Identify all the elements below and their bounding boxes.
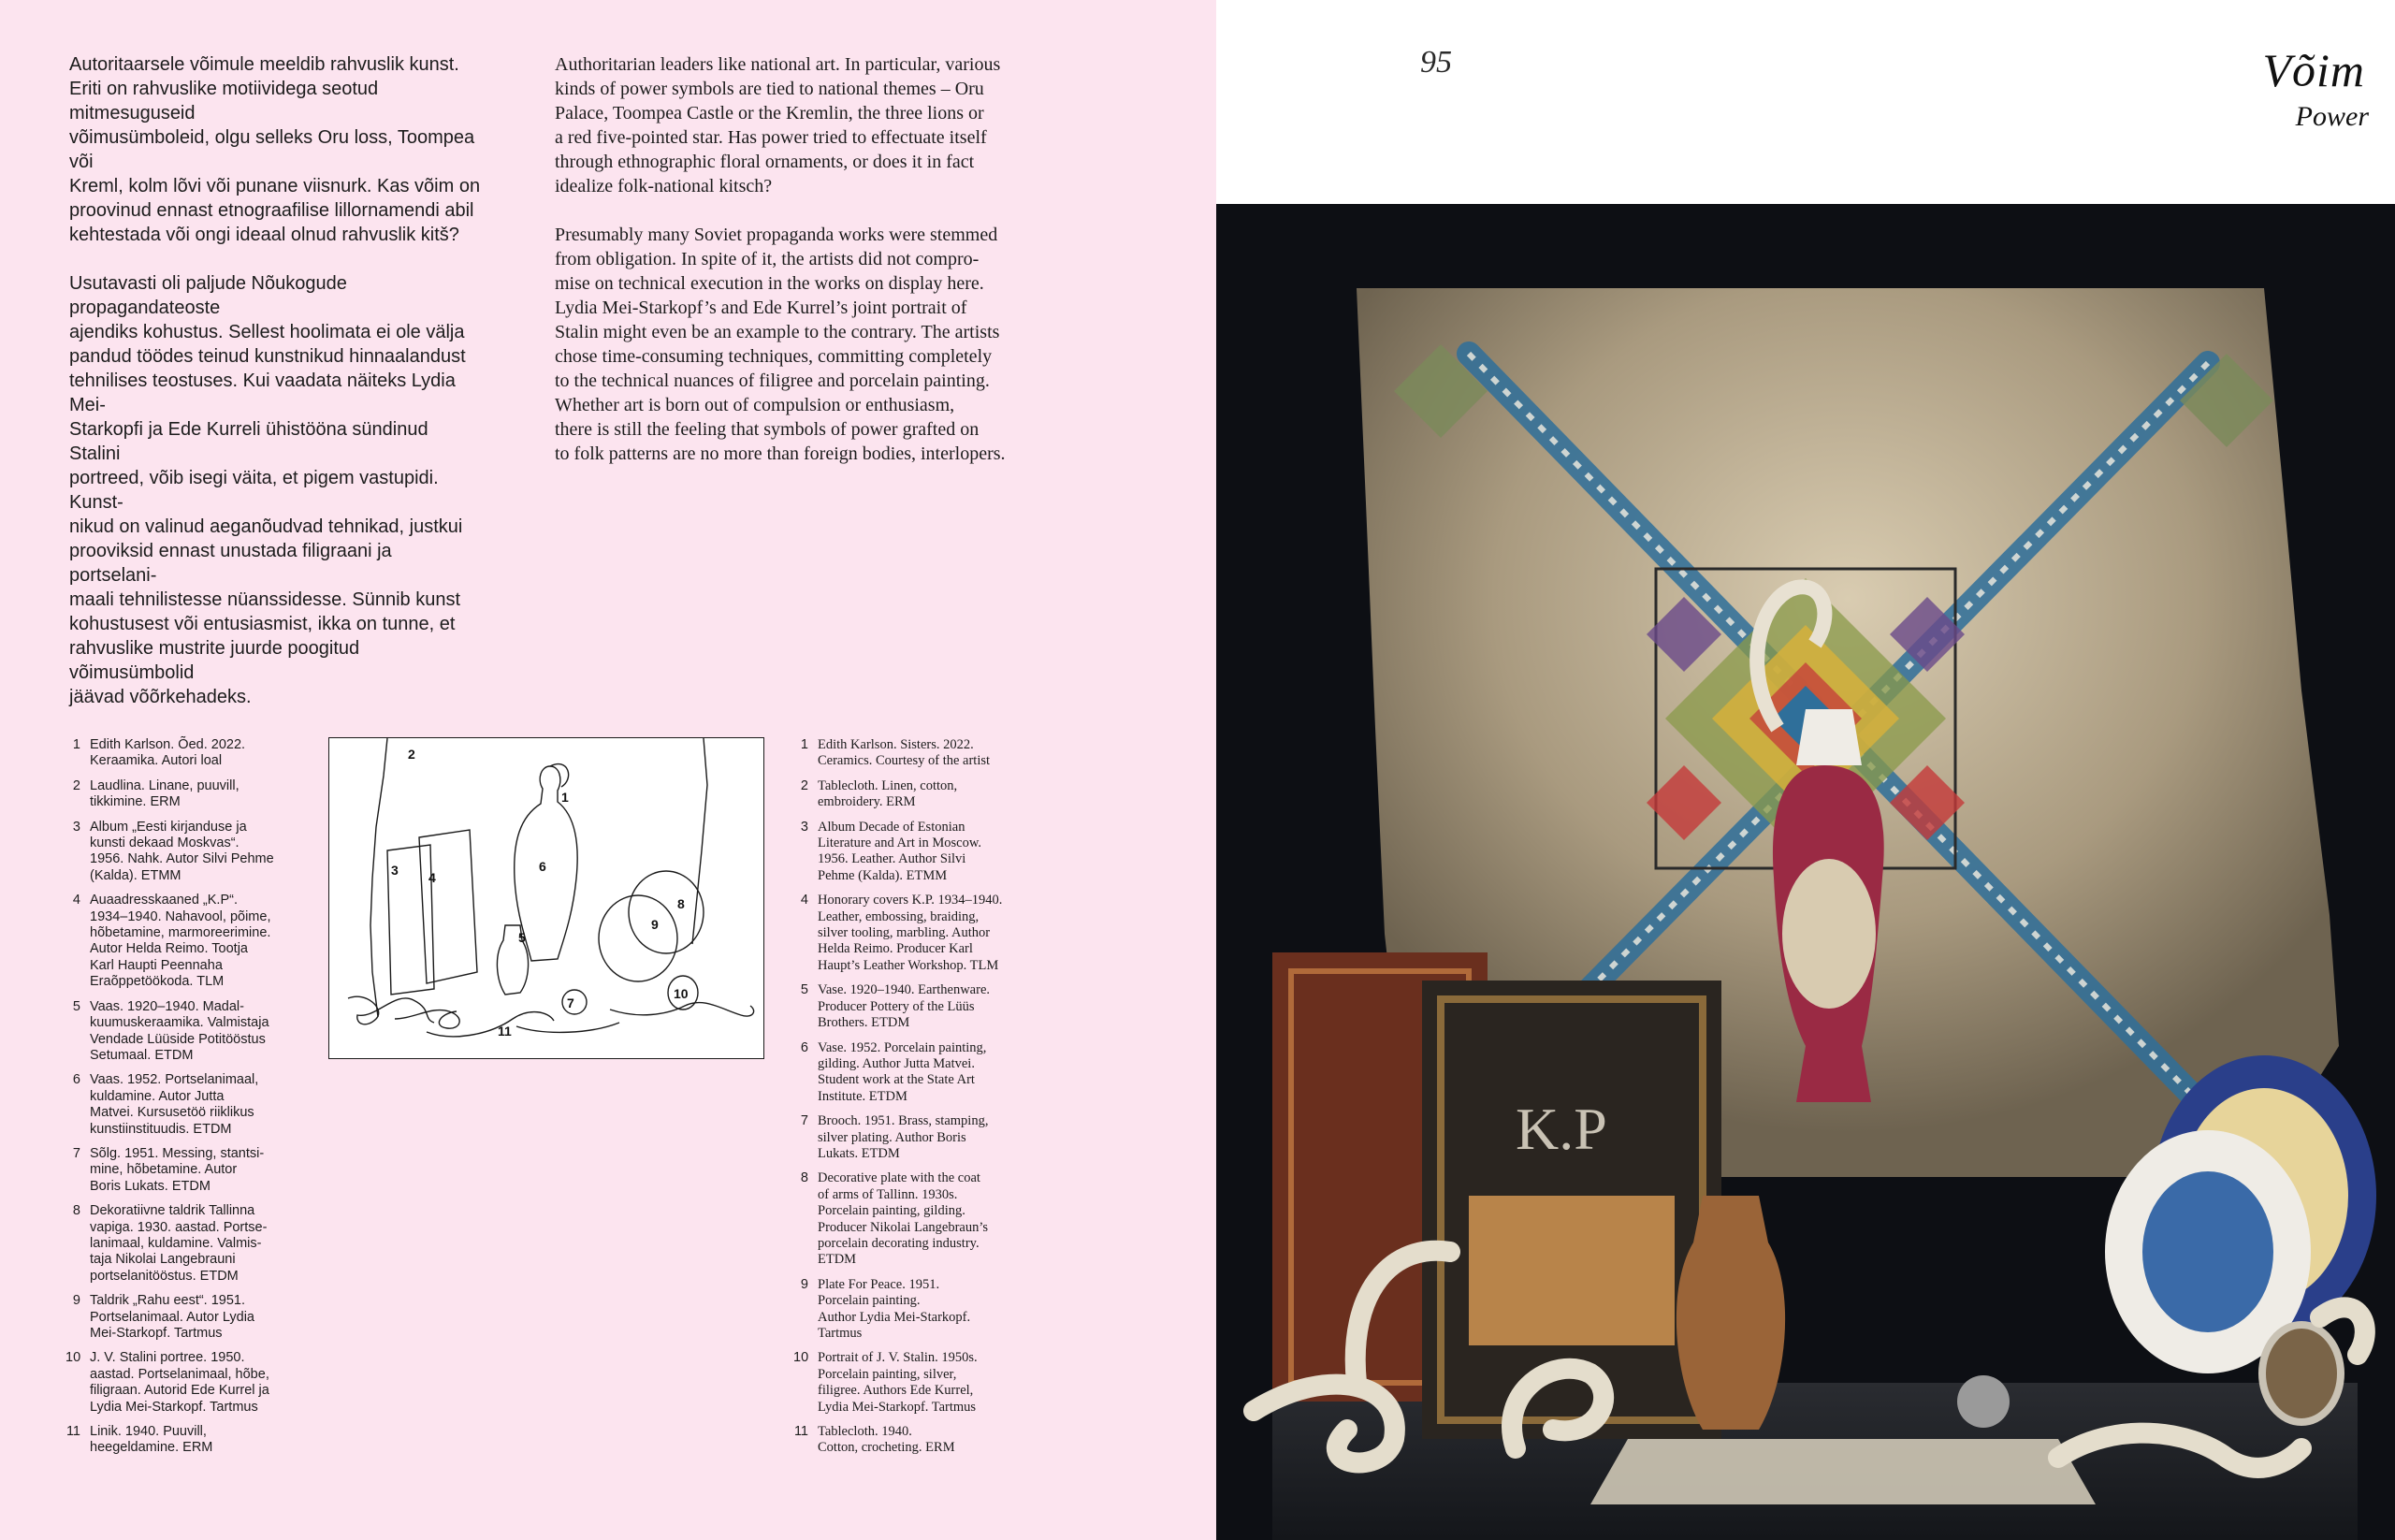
en-caption-text: Album Decade of Estonian Literature and Art in Moscow. 1956. Leather. Author Silvi Pehme (Kalda). ETMM: [818, 819, 982, 883]
en-caption-text: Edith Karlson. Sisters. 2022. Ceramics. Courtesy of the artist: [818, 737, 991, 769]
estonian-body-text: [69, 52, 481, 734]
key-label-9: 9: [651, 917, 659, 932]
et-caption-text: Vaas. 1952. Portselanimaal, kuldamine. Autor Jutta Matvei. Kursusetöö riiklikus kunstiinstituudis. ETDM: [90, 1072, 259, 1137]
et-caption-11: [65, 1424, 299, 1457]
key-label-6: 6: [539, 859, 546, 874]
en-caption-9: [793, 1277, 1027, 1343]
et-caption-7: [65, 1146, 299, 1195]
en-caption-5: [793, 982, 1027, 1031]
en-caption-6: [793, 1040, 1027, 1106]
exhibition-photo: [1216, 204, 2395, 1540]
et-caption-text: Edith Karlson. Õed. 2022. Keraamika. Autori loal: [90, 737, 246, 769]
et-caption-number: 1: [72, 737, 80, 752]
et-caption-number: 10: [65, 1350, 81, 1366]
et-caption-number: 9: [72, 1293, 80, 1309]
en-caption-number: 1: [800, 737, 808, 752]
en-caption-text: Decorative plate with the coat of arms of Tallinn. 1930s. Porcelain painting, gilding. Producer Nikolai Langebraun’s porcelain decorating industry. ETDM: [818, 1170, 989, 1268]
key-brooch: [562, 990, 587, 1014]
english-captions-list: [793, 737, 1027, 1465]
estonian-captions-list: [65, 737, 299, 1465]
et-caption-number: 5: [72, 998, 80, 1014]
en-caption-text: Plate For Peace. 1951. Porcelain painting. Author Lydia Mei-Starkopf. Tartmus: [818, 1276, 971, 1341]
et-caption-6: [65, 1072, 299, 1138]
key-tablecloth-outline: [370, 738, 387, 1017]
en-caption-text: Vase. 1920–1940. Earthenware. Producer Pottery of the Lüüs Brothers. ETDM: [818, 982, 991, 1031]
et-caption-text: Taldrik „Rahu eest“. 1951. Portselanimaal. Autor Lydia Mei-Starkopf. Tartmus: [90, 1293, 254, 1341]
et-caption-3: [65, 820, 299, 885]
key-label-1: 1: [561, 790, 569, 805]
et-caption-text: Dekoratiivne taldrik Tallinna vapiga. 1930. aastad. Portse- lanimaal, kuldamine. Valmis- taja Nikolai Langebrauni portselanitööstus. ETDM: [90, 1203, 268, 1284]
english-paragraph-1: Authoritarian leaders like national art. In particular, various kinds of power symbols are tied to national themes – Oru Palace, Toompea Castle or the Kremlin, the three lions or a red five-pointed star. Has power tried to effectuate itself through ethnographic floral ornaments, or does it in fact idealize folk-national kitsch?: [555, 54, 1001, 196]
key-label-5: 5: [518, 930, 526, 945]
photo-kp-monogram: K.P: [1516, 1096, 1607, 1162]
photo-kp-building-plate: [1469, 1196, 1675, 1345]
photo-vase-neck: [1796, 709, 1862, 765]
en-caption-number: 9: [800, 1276, 808, 1292]
photo-stalin-portrait: [2262, 1325, 2341, 1422]
key-plate-8: [629, 871, 704, 953]
et-caption-text: Sõlg. 1951. Messing, stantsi- mine, hõbetamine. Autor Boris Lukats. ETDM: [90, 1145, 265, 1194]
en-caption-7: [793, 1113, 1027, 1162]
et-caption-number: 4: [72, 893, 80, 908]
et-caption-number: 11: [65, 1424, 80, 1440]
key-label-11: 11: [498, 1024, 512, 1039]
photo-brooch: [1957, 1375, 2010, 1428]
en-caption-4: [793, 893, 1027, 974]
en-caption-1: [793, 737, 1027, 770]
en-caption-10: [793, 1350, 1027, 1416]
et-caption-number: 7: [72, 1145, 80, 1161]
et-caption-1: [65, 737, 299, 770]
photo-crochet-doily: [1590, 1439, 2096, 1504]
et-caption-text: Linik. 1940. Puuvill, heegeldamine. ERM: [90, 1424, 213, 1456]
key-label-7: 7: [567, 995, 574, 1010]
et-caption-number: 6: [72, 1072, 80, 1088]
en-caption-8: [793, 1170, 1027, 1268]
et-caption-text: Auaadresskaaned „K.P“. 1934–1940. Nahavool, põime, hõbetamine, marmoreerimine. Autor Helda Reimo. Tootja Karl Haupti Peennaha Eraõppetöökoda. TLM: [90, 893, 271, 990]
en-caption-number: 4: [800, 893, 808, 908]
en-caption-number: 2: [800, 777, 808, 793]
estonian-paragraph-2: Usutavasti oli paljude Nõukogude propagandateoste ajendiks kohustus. Sellest hoolimata ei ole välja pandud töödes teinud kunstnikud hinnaalandust tehnilises teostuses. Kui vaadata näiteks Lydia Mei- Starkopfi ja Ede Kurreli ühistööna sündinud Stalini portreed, võib isegi väita, et pigem vastupidi. Kunst- nikud on valinud aeganõudvad tehnikad, justkui prooviksid ennast unustada filigraani ja portselani- maali tehnilistesse nüanssidesse. Sünnib kunst kohustusest või entusiasmist, ikka on tunne, et rahvuslike mustrite juurde poogitud võimusümbolid jäävad võõrkehadeks.: [69, 273, 466, 707]
en-caption-text: Brooch. 1951. Brass, stamping, silver plating. Author Boris Lukats. ETDM: [818, 1113, 989, 1161]
en-caption-number: 5: [800, 982, 808, 998]
et-caption-2: [65, 778, 299, 811]
key-label-10: 10: [674, 986, 689, 1001]
en-caption-number: 3: [800, 819, 808, 835]
photo-vase-medallion: [1782, 859, 1876, 1009]
en-caption-text: Tablecloth. 1940. Cotton, crocheting. ERM: [818, 1424, 955, 1456]
et-caption-text: J. V. Stalini portree. 1950. aastad. Portselanimaal, hõbe, filigraan. Autorid Ede Kurrel ja Lydia Mei-Starkopf. Tartmus: [90, 1350, 269, 1415]
et-caption-4: [65, 893, 299, 990]
en-caption-number: 7: [800, 1113, 808, 1129]
section-subtitle: Power: [2295, 101, 2369, 132]
et-caption-number: 3: [72, 819, 80, 835]
key-snake-center: [516, 1023, 619, 1032]
en-caption-text: Vase. 1952. Porcelain painting, gilding. Author Jutta Matvei. Student work at the State Art Institute. ETDM: [818, 1039, 987, 1104]
et-caption-8: [65, 1203, 299, 1285]
english-body-text: [555, 52, 1023, 490]
en-caption-2: [793, 778, 1027, 811]
en-caption-number: 11: [793, 1424, 808, 1440]
et-caption-text: Vaas. 1920–1940. Madal- kuumuskeraamika. Valmistaja Vendade Lüüside Potitööstus Setumaal. ETDM: [90, 998, 269, 1063]
en-caption-number: 10: [793, 1350, 809, 1366]
key-label-3: 3: [391, 863, 399, 878]
et-caption-text: Album „Eesti kirjanduse ja kunsti dekaad Moskvas“. 1956. Nahk. Autor Silvi Pehme (Kalda). ETMM: [90, 819, 274, 883]
et-caption-5: [65, 999, 299, 1065]
et-caption-number: 8: [72, 1203, 80, 1219]
en-caption-text: Tablecloth. Linen, cotton, embroidery. ERM: [818, 777, 958, 810]
key-label-8: 8: [677, 896, 685, 911]
key-label-4: 4: [428, 870, 436, 885]
key-snake-11: [427, 1012, 554, 1037]
et-caption-number: 2: [72, 777, 80, 793]
en-caption-number: 6: [800, 1039, 808, 1055]
english-paragraph-2: Presumably many Soviet propaganda works were stemmed from obligation. In spite of it, the artists did not compro- mise on technical execution in the works on display here. Lydia Mei-Starkopf’s and Ede Kurrel’s joint portrait of Stalin might even be an example to the contrary. The artists chose time-consuming techniques, committing completely to the technical nuances of filigree and porcelain painting. Whether art is born out of compulsion or enthusiasm, there is still the feeling that symbols of power grafted on to folk patterns are no more than foreign bodies, interlopers.: [555, 225, 1006, 464]
en-caption-text: Honorary covers K.P. 1934–1940. Leather, embossing, braiding, silver tooling, marbling. Author Helda Reimo. Producer Karl Haupt’s Leather Workshop. TLM: [818, 893, 1003, 973]
en-caption-11: [793, 1424, 1027, 1457]
en-caption-number: 8: [800, 1170, 808, 1186]
page-number: 95: [1420, 45, 1452, 80]
key-covers-outline: [419, 830, 477, 983]
section-title: Võim: [2262, 44, 2365, 96]
estonian-paragraph-1: Autoritaarsele võimule meeldib rahvuslik kunst. Eriti on rahvuslike motiividega seotud mitmesuguseid võimusümboleid, olgu selleks Oru loss, Toompea või Kreml, kolm lõvi või punane viisnurk. Kas võim on proovinud ennast etnograafilise lillornamendi abil kehtestada või ongi ideaal olnud rahvuslik kitš?: [69, 54, 481, 245]
key-snake-left: [348, 996, 434, 1024]
key-label-2: 2: [408, 747, 415, 762]
exhibition-photo-illustration: [1216, 204, 2395, 1540]
et-caption-9: [65, 1293, 299, 1342]
key-diagram-drawing: [329, 738, 765, 1060]
et-caption-10: [65, 1350, 299, 1416]
et-caption-text: Laudlina. Linane, puuvill, tikkimine. ERM: [90, 777, 240, 810]
en-caption-text: Portrait of J. V. Stalin. 1950s. Porcelain painting, silver, filigree. Authors Ede Kurrel, Lydia Mei-Starkopf. Tartmus: [818, 1350, 978, 1415]
key-tablecloth-right-edge: [692, 738, 707, 944]
object-key-diagram: [328, 737, 764, 1059]
en-caption-3: [793, 820, 1027, 885]
key-snake-1: [395, 1010, 459, 1029]
